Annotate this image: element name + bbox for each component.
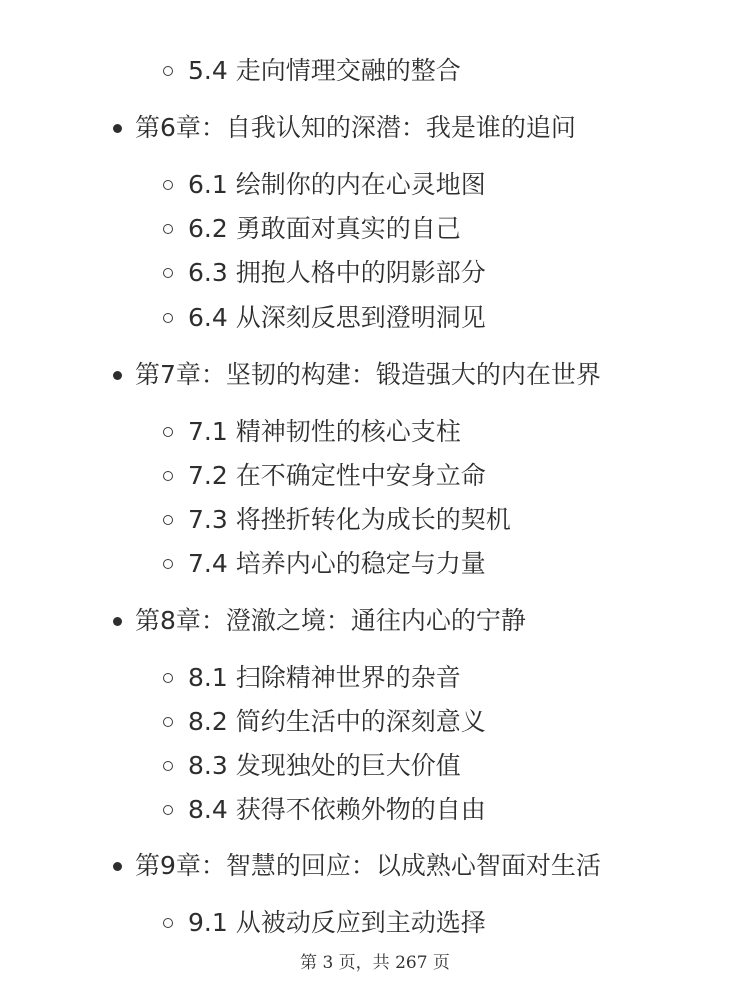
page-number-footer: 第 3 页，共 267 页 — [300, 953, 450, 973]
hollow-bullet-icon — [163, 471, 173, 481]
filled-bullet-icon — [113, 617, 122, 626]
toc-section-7-2[interactable]: 7.2 在不确定性中安身立命 — [188, 461, 486, 490]
toc-section-7-1[interactable]: 7.1 精神韧性的核心支柱 — [188, 417, 461, 446]
toc-section-6-4[interactable]: 6.4 从深刻反思到澄明洞见 — [188, 303, 486, 332]
toc-section-8-1[interactable]: 8.1 扫除精神世界的杂音 — [188, 663, 461, 692]
toc-chapter-6[interactable]: 第6章：自我认知的深潜：我是谁的追问 — [135, 113, 576, 142]
toc-chapter-8[interactable]: 第8章：澄澈之境：通往内心的宁静 — [135, 606, 526, 635]
filled-bullet-icon — [113, 862, 122, 871]
hollow-bullet-icon — [163, 66, 173, 76]
toc-section-8-3[interactable]: 8.3 发现独处的巨大价值 — [188, 751, 461, 780]
hollow-bullet-icon — [163, 224, 173, 234]
hollow-bullet-icon — [163, 313, 173, 323]
hollow-bullet-icon — [163, 559, 173, 569]
toc-chapter-9[interactable]: 第9章：智慧的回应：以成熟心智面对生活 — [135, 851, 601, 880]
toc-section-6-1[interactable]: 6.1 绘制你的内在心灵地图 — [188, 170, 486, 199]
hollow-bullet-icon — [163, 673, 173, 683]
hollow-bullet-icon — [163, 427, 173, 437]
toc-section-6-2[interactable]: 6.2 勇敢面对真实的自己 — [188, 214, 461, 243]
toc-section-5-4[interactable]: 5.4 走向情理交融的整合 — [188, 56, 461, 85]
hollow-bullet-icon — [163, 805, 173, 815]
hollow-bullet-icon — [163, 761, 173, 771]
hollow-bullet-icon — [163, 918, 173, 928]
toc-section-7-3[interactable]: 7.3 将挫折转化为成长的契机 — [188, 505, 511, 534]
filled-bullet-icon — [113, 371, 122, 380]
hollow-bullet-icon — [163, 515, 173, 525]
filled-bullet-icon — [113, 124, 122, 133]
toc-chapter-7[interactable]: 第7章：坚韧的构建：锻造强大的内在世界 — [135, 360, 601, 389]
toc-section-8-4[interactable]: 8.4 获得不依赖外物的自由 — [188, 795, 486, 824]
hollow-bullet-icon — [163, 180, 173, 190]
toc-section-9-1[interactable]: 9.1 从被动反应到主动选择 — [188, 908, 486, 937]
toc-section-6-3[interactable]: 6.3 拥抱人格中的阴影部分 — [188, 258, 486, 287]
toc-section-7-4[interactable]: 7.4 培养内心的稳定与力量 — [188, 549, 486, 578]
toc-section-8-2[interactable]: 8.2 简约生活中的深刻意义 — [188, 707, 486, 736]
hollow-bullet-icon — [163, 268, 173, 278]
hollow-bullet-icon — [163, 717, 173, 727]
